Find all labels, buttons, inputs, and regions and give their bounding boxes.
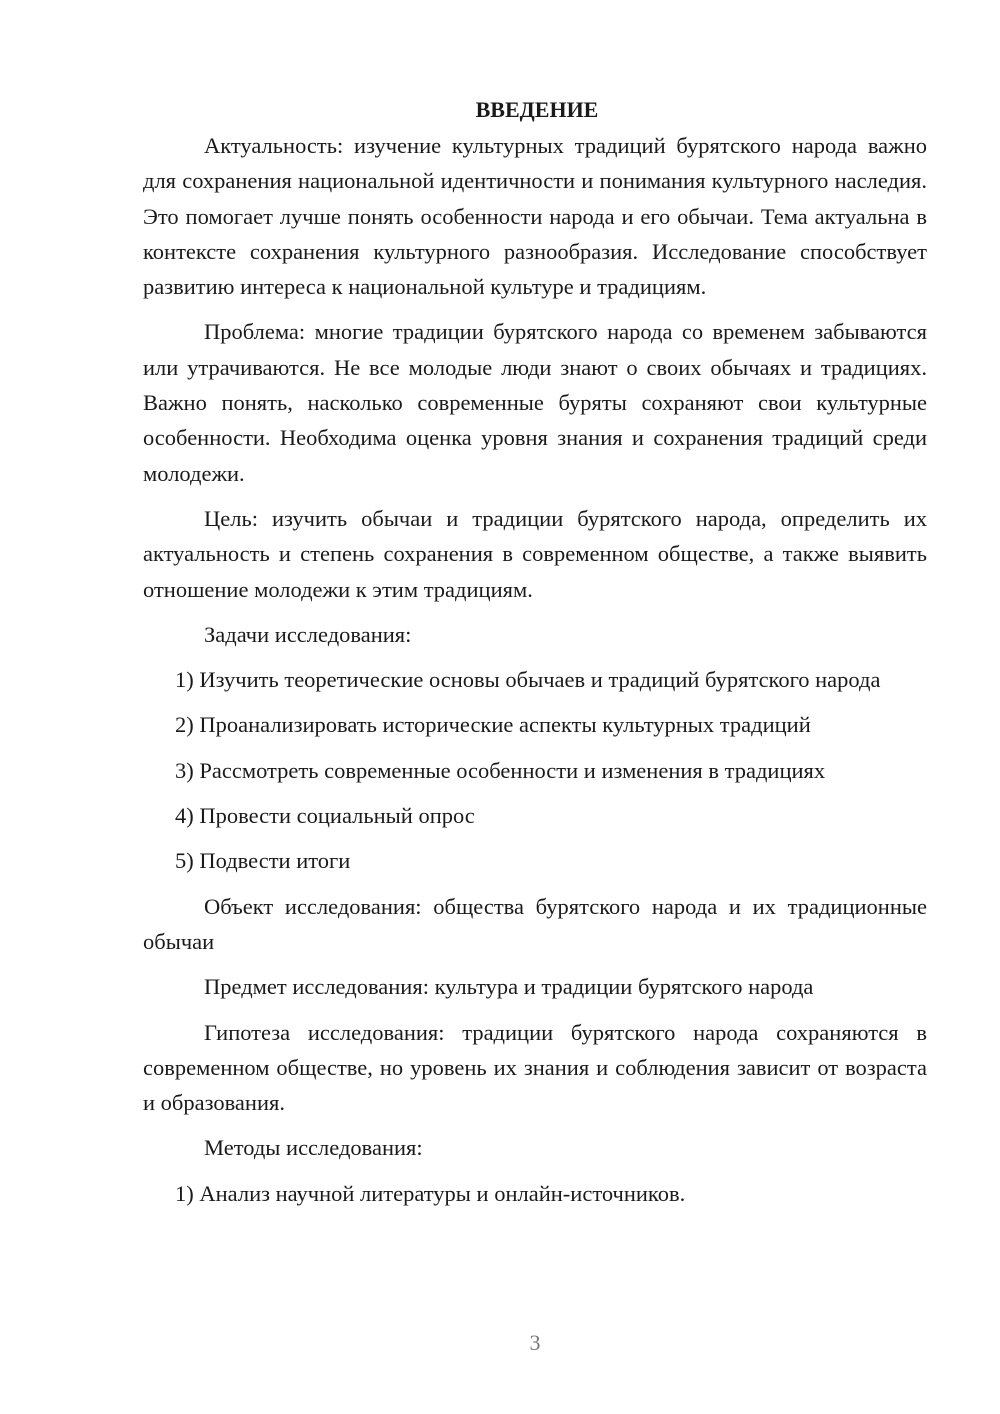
section-title: ВВЕДЕНИЕ <box>475 97 599 122</box>
tasks-heading: Задачи исследования: <box>204 621 412 647</box>
paragraph-subject: Предмет исследования: культура и традиции бурятского народа <box>204 974 814 1000</box>
task-item-2: 2) Проанализировать исторические аспекты культурных традиций <box>175 712 811 738</box>
page-content <box>143 92 927 1221</box>
page-number: 3 <box>529 1330 541 1355</box>
paragraph-relevance: Актуальность: изучение культурных традиций бурятского народа важно для сохранения национальной идентичности и понимания культурного наследия. Это помогает лучше понять особенности народа и его обычаи. Тема актуальна в контексте сохранения культурного разнообразия. Исследование способствует развитию интереса к национальной культуре и традициям. <box>143 133 927 300</box>
task-item-4: 4) Провести социальный опрос <box>175 803 475 829</box>
paragraph-goal: Цель: изучить обычаи и традиции бурятского народа, определить их актуальность и степень сохранения в современном обществе, а также выявить отношение молодежи к этим традициям. <box>143 505 927 602</box>
paragraph-problem: Проблема: многие традиции бурятского народа со временем забываются или утрачиваются. Не все молодые люди знают о своих обычаях и традициях. Важно понять, насколько современные буряты сохраняют свои культурные особенности. Необходима оценка уровня знания и сохранения традиций среди молодежи. <box>143 319 927 486</box>
task-item-1: 1) Изучить теоретические основы обычаев и традиций бурятского народа <box>175 667 881 693</box>
method-item-1: 1) Анализ научной литературы и онлайн-источников. <box>175 1180 686 1206</box>
methods-heading: Методы исследования: <box>204 1135 423 1161</box>
paragraph-hypothesis: Гипотеза исследования: традиции бурятского народа сохраняются в современном обществе, но уровень их знания и соблюдения зависит от возраста и образования. <box>143 1019 927 1116</box>
task-item-3: 3) Рассмотреть современные особенности и изменения в традициях <box>175 757 826 783</box>
task-item-5: 5) Подвести итоги <box>175 848 351 874</box>
paragraph-object: Объект исследования: общества бурятского народа и их традиционные обычаи <box>143 893 927 954</box>
